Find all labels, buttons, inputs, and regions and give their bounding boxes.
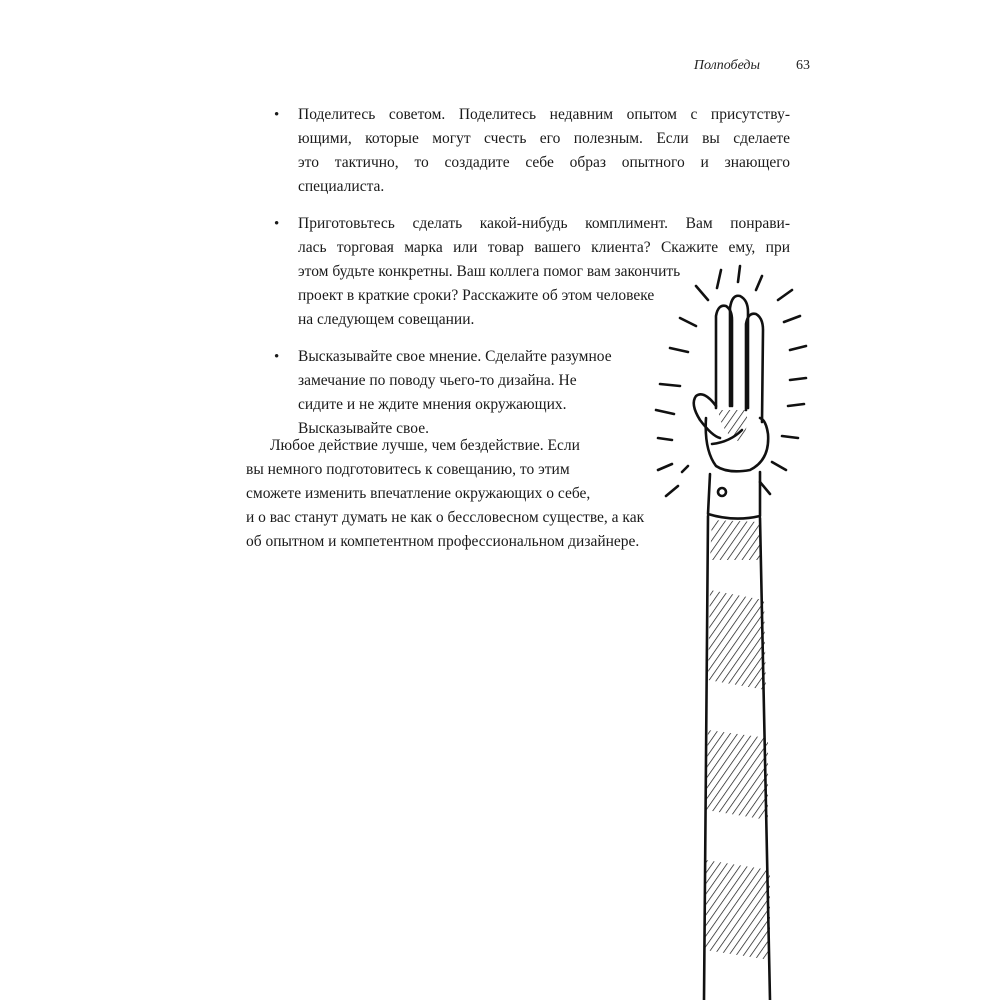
- page-header: [600, 58, 810, 78]
- text-line: это тактично, то создадите себе образ опытного и знающего: [298, 154, 790, 171]
- text-line: замечание по поводу чьего-то дизайна. Не: [298, 372, 577, 389]
- text-line: ющими, которые могут счесть его полезным. Если вы сделаете: [298, 130, 790, 147]
- text-line: лась торговая марка или товар вашего клиента? Скажите ему, при: [298, 239, 790, 256]
- page-number: 63: [796, 58, 810, 73]
- text-line: и о вас станут думать не как о бессловесном существе, а как: [246, 509, 645, 526]
- raised-hand-icon: [600, 260, 840, 1000]
- running-title: Полпобеды: [693, 58, 760, 73]
- text-line: сможете изменить впечатление окружающих о себе,: [246, 485, 591, 502]
- text-line: об опытном и компетентном профессиональном дизайнере.: [246, 533, 640, 550]
- text-line: Любое действие лучше, чем бездействие. Если: [270, 437, 580, 454]
- bullet-dot: •: [274, 349, 280, 365]
- bullet-dot: •: [274, 216, 280, 232]
- bullet-dot: •: [274, 107, 280, 123]
- text-line: сидите и не ждите мнения окружающих.: [298, 396, 567, 413]
- text-line: Приготовьтесь сделать какой-нибудь комплимент. Вам понрави-: [298, 215, 790, 232]
- text-line: Высказывайте свое мнение. Сделайте разумное: [298, 348, 612, 365]
- bullet-item-advice: [270, 103, 790, 199]
- text-line: проект в краткие сроки? Расскажите об этом человеке: [298, 287, 655, 304]
- text-line: Поделитесь советом. Поделитесь недавним опытом с присутству-: [298, 106, 790, 123]
- text-line: Высказывайте свое.: [298, 420, 429, 437]
- text-line: этом будьте конкретны. Ваш коллега помог вам закончить: [298, 263, 681, 280]
- text-line: на следующем совещании.: [298, 311, 475, 328]
- text-line: специалиста.: [298, 178, 385, 195]
- text-line: вы немного подготовитесь к совещанию, то этим: [246, 461, 570, 478]
